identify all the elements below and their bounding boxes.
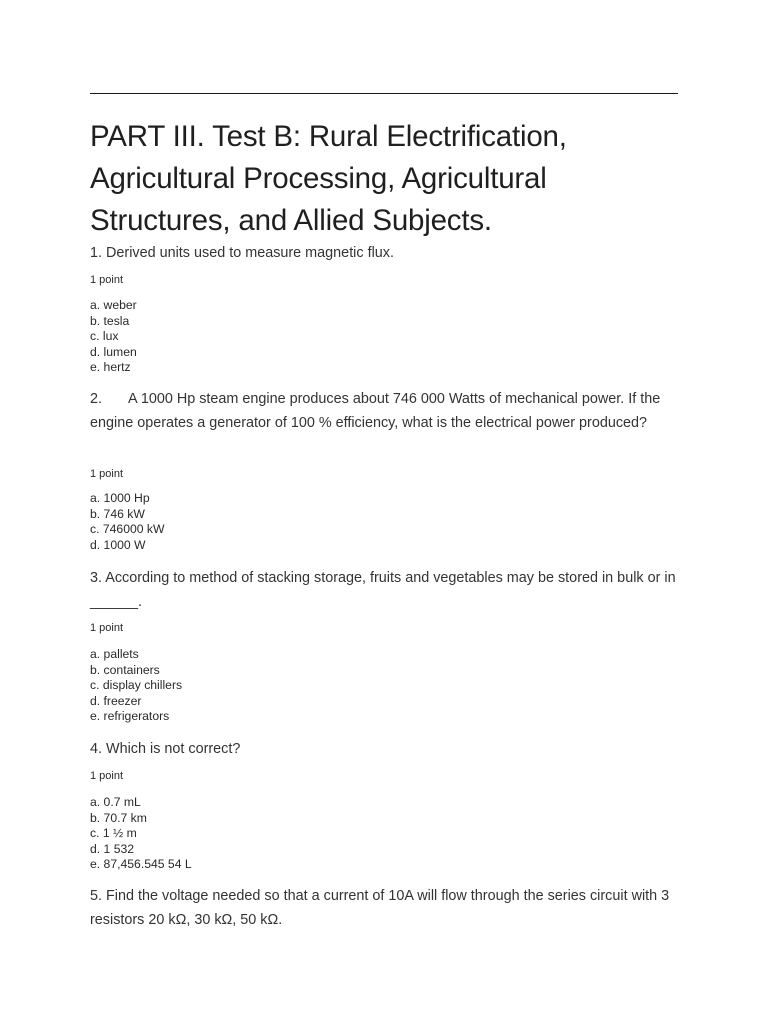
option: c. 1 ½ m <box>90 826 137 840</box>
question-4-options <box>90 795 192 873</box>
option: c. 746000 kW <box>90 522 165 536</box>
question-1-number: 1. <box>90 245 103 261</box>
question-2-options <box>90 491 165 553</box>
question-2-text: A 1000 Hp steam engine produces about 746 000 Watts of mechanical power. If the engine operates a generator of 100 % efficiency, what is the electrical power produced? <box>90 391 661 431</box>
option: c. display chillers <box>90 678 183 692</box>
question-4-points: 1 point <box>90 770 124 782</box>
question-1-points: 1 point <box>90 274 124 286</box>
question-4-text: Which is not correct? <box>106 741 241 757</box>
question-3-options <box>90 647 182 725</box>
question-4 <box>90 738 680 762</box>
question-1-options <box>90 298 137 376</box>
option: a. pallets <box>90 647 139 661</box>
option: e. hertz <box>90 360 131 374</box>
option: d. 1000 W <box>90 537 146 552</box>
question-3-points: 1 point <box>90 622 124 634</box>
option: d. 1 532 <box>90 841 135 856</box>
option: a. 1000 Hp <box>90 491 150 505</box>
option: d. lumen <box>90 344 137 359</box>
top-divider <box>90 93 678 94</box>
option: a. 0.7 mL <box>90 795 141 809</box>
option: d. freezer <box>90 693 142 708</box>
question-5-number: 5. <box>90 888 103 904</box>
question-2-points: 1 point <box>90 468 124 480</box>
page-title: PART III. Test B: Rural Electrification, Agricultural Processing, Agricultural Structures, and Allied Subjects. <box>90 120 567 237</box>
question-1-text: Derived units used to measure magnetic flux. <box>106 245 394 261</box>
option: a. weber <box>90 298 137 312</box>
option: e. refrigerators <box>90 709 170 723</box>
option: b. containers <box>90 662 160 677</box>
option: b. 746 kW <box>90 506 145 521</box>
question-3-text: According to method of stacking storage, fruits and vegetables may be stored in bulk or in ______. <box>90 570 676 610</box>
option: b. 70.7 km <box>90 810 147 825</box>
question-3-number: 3. <box>90 570 103 586</box>
question-3 <box>90 567 680 614</box>
option: e. 87,456.545 54 L <box>90 857 192 871</box>
question-4-number: 4. <box>90 741 103 757</box>
question-5-text: Find the voltage needed so that a current of 10A will flow through the series circuit with 3 resistors 20 kΩ, 30 kΩ, 50 kΩ. <box>90 888 670 928</box>
question-2-number: 2. <box>90 391 103 407</box>
question-2 <box>90 388 680 435</box>
question-5 <box>90 885 680 932</box>
option: b. tesla <box>90 313 130 328</box>
question-1 <box>90 242 680 266</box>
option: c. lux <box>90 329 119 343</box>
